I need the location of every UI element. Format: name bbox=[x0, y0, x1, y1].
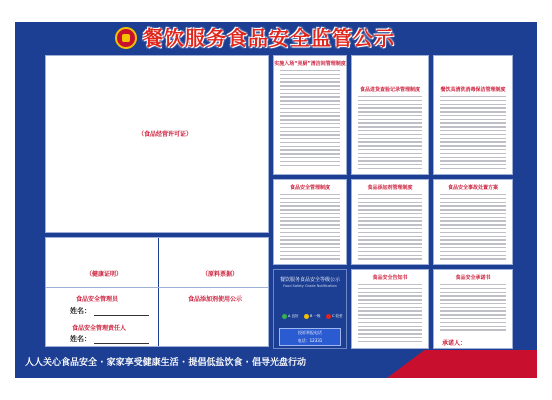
system-panel-8 bbox=[433, 269, 513, 349]
health-certificate-label: （健康证明） bbox=[86, 271, 123, 278]
system-panel-4-title: 食品安全管理制度 bbox=[289, 185, 330, 191]
system-panel-1-text bbox=[280, 70, 340, 168]
grade-poor-label: C 较差 bbox=[332, 314, 343, 318]
board-title: 餐饮服务食品安全监管公示 bbox=[143, 26, 395, 50]
grade-normal-icon bbox=[304, 314, 309, 319]
system-panel-5-text bbox=[358, 194, 422, 262]
system-panel-5 bbox=[351, 179, 429, 265]
manager-title: 食品安全管理员 bbox=[76, 296, 119, 303]
promise-signature: 承诺人： bbox=[442, 340, 467, 347]
safety-grade-title: 餐饮服务食品安全等级公示 bbox=[279, 277, 340, 283]
system-panel-5-title: 食品添加剂管理制度 bbox=[367, 185, 413, 191]
system-panel-8-title: 食品安全承诺书 bbox=[455, 275, 491, 281]
grade-normal-label: B 一般 bbox=[310, 314, 321, 318]
manager-name-label: 姓名： bbox=[70, 307, 91, 315]
raw-ticket-label: （原料票据） bbox=[202, 271, 239, 278]
system-panel-1-title: 实施入场“亮厨”清洁间管理制度 bbox=[274, 61, 346, 67]
system-panel-8-text bbox=[440, 284, 506, 333]
system-panel-3-text bbox=[440, 96, 506, 172]
system-panel-7 bbox=[351, 269, 429, 349]
system-panel-6-title: 食品安全事故处置方案 bbox=[447, 185, 498, 191]
notice-board bbox=[15, 22, 537, 378]
license-panel bbox=[45, 55, 269, 233]
system-panel-2-title: 食品进货查验记录管理制度 bbox=[359, 87, 420, 93]
system-panel-6 bbox=[433, 179, 513, 265]
police-emblem-icon bbox=[115, 27, 137, 49]
license-label: （食品经营许可证） bbox=[138, 131, 193, 138]
safety-grade-panel bbox=[273, 269, 347, 349]
board-header bbox=[15, 22, 537, 52]
manager-name-line bbox=[94, 315, 149, 316]
red-swoosh-decoration bbox=[387, 350, 537, 378]
system-panel-2-text bbox=[358, 96, 422, 172]
system-panel-4 bbox=[273, 179, 347, 265]
manager-divider bbox=[158, 288, 159, 347]
system-panel-3 bbox=[433, 55, 513, 175]
system-panel-6-text bbox=[440, 194, 506, 262]
grade-good-label: A 良好 bbox=[288, 314, 299, 318]
system-panel-7-text bbox=[358, 284, 422, 345]
hotline-label: 投诉举报电话 bbox=[298, 330, 322, 335]
system-panel-2 bbox=[351, 55, 429, 175]
safety-grade-subtitle: Food Safety Grade Notification bbox=[283, 284, 337, 288]
responsible-title: 食品安全管理责任人 bbox=[72, 325, 127, 332]
manager-panel bbox=[45, 287, 269, 347]
system-panel-4-text bbox=[280, 194, 340, 262]
hotline-number: 电话：12331 bbox=[297, 338, 323, 343]
responsible-name-label: 姓名： bbox=[70, 335, 91, 343]
system-panel-3-title: 餐饮具清洗消毒保洁管理制度 bbox=[440, 87, 506, 93]
grade-poor-icon bbox=[326, 314, 331, 319]
footer-slogan: 人人关心食品安全 · 家家享受健康生活 · 提倡低盐饮食 · 倡导光盘行动 bbox=[25, 358, 307, 368]
complaint-hotline bbox=[279, 328, 341, 346]
system-panel-7-title: 食品安全告知书 bbox=[372, 275, 408, 281]
responsible-name-line bbox=[94, 343, 149, 344]
additive-title: 食品添加剂使用公示 bbox=[188, 296, 243, 303]
slogan-bar bbox=[15, 350, 537, 378]
grade-good-icon bbox=[282, 314, 287, 319]
system-panel-1 bbox=[273, 55, 347, 175]
